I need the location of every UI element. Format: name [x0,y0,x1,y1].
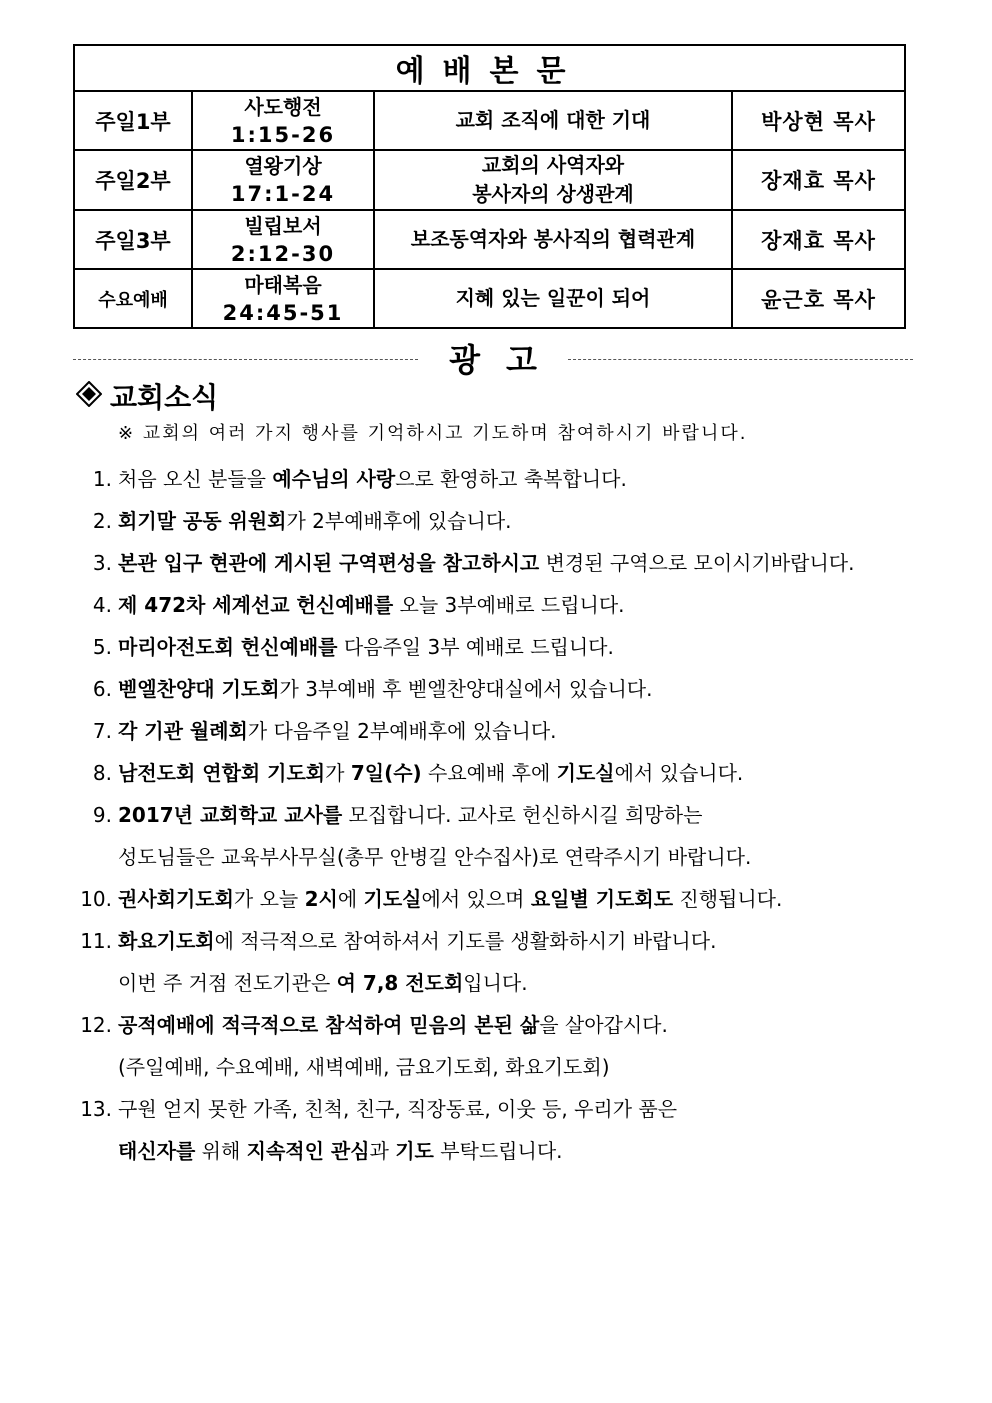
notice-text [118,719,557,743]
notice-item [70,1004,950,1046]
notice-item [70,920,950,962]
scripture [192,150,374,210]
notice-emphasis: 2시 [304,887,338,911]
notice-emphasis: 권사회기도회 [118,887,234,911]
notice-emphasis: 남전도회 연합회 기도회 [118,761,326,785]
notice-emphasis: 여 7,8 전도회 [336,971,464,995]
scripture-verse: 24:45-51 [222,300,344,325]
notice-list [70,458,950,1172]
sermon-table [73,44,906,329]
notice-text [118,509,512,533]
sermon-topic-line: 교회 조직에 대한 기대 [455,108,651,132]
notice-item [70,710,950,752]
notice-emphasis: 본관 입구 현관에 게시된 구역편성을 참고하시고 [118,551,540,575]
service-name: 수요예배 [74,269,192,328]
notice-text [118,1097,677,1121]
ad-title: 광고 [449,341,563,379]
notice-text [118,1013,668,1037]
notice-text [118,1139,563,1163]
notice-item-continuation [70,1046,950,1088]
notice-segment: 수요예배 후에 [421,761,557,785]
notice-emphasis: 화요기도회 [118,929,215,953]
scripture-verse: 1:15-26 [230,122,336,147]
scripture [192,210,374,269]
notice-number: 3. [92,551,112,575]
scripture-verse: 17:1-24 [230,182,336,206]
notice-segment: 에서 있습니다. [614,761,744,785]
notice-number: 11. [80,929,112,953]
notice-text [118,845,751,869]
notice-segment: 에 [337,887,364,911]
notice-emphasis: 공적예배에 적극적으로 참석하여 믿음의 본된 삶 [118,1013,540,1037]
notice-segment: 가 다음주일 2부예배후에 있습니다. [247,719,557,743]
notice-text [118,971,528,995]
scripture [192,91,374,150]
notice-emphasis: 지속적인 관심 [246,1139,370,1163]
notice-number: 13. [80,1097,112,1121]
notice-item-continuation [70,962,950,1004]
scripture [192,269,374,328]
sermon-row [74,91,905,150]
notice-item [70,1088,950,1130]
section-note: ※ 교회의 여러 가지 행사를 기억하시고 기도하며 참여하시기 바랍니다. [118,423,748,444]
preacher-name: 장재효 목사 [732,150,905,210]
notice-segment: 변경된 구역으로 모이시기바랍니다. [539,551,855,575]
notice-emphasis: 예수님의 사랑 [272,467,396,491]
notice-number: 2. [92,509,112,533]
notice-segment: 에서 있으며 [421,887,531,911]
preacher-name: 박상현 목사 [732,91,905,150]
preacher-name: 윤근호 목사 [732,269,905,328]
notice-item-continuation [70,1130,950,1172]
notice-segment: 가 [325,761,351,785]
notice-segment: 과 [369,1139,396,1163]
sermon-topic-line: 봉사자의 상생관계 [472,182,634,206]
notice-item [70,542,950,584]
notice-text [118,677,652,701]
scripture-book: 빌립보서 [244,213,322,238]
notice-segment: 에 적극적으로 참여하셔서 기도를 생활화하시기 바랍니다. [214,929,717,953]
notice-segment: 진행됩니다. [673,887,783,911]
notice-emphasis: 제 472차 세계선교 헌신예배를 [118,593,394,617]
notice-emphasis: 각 기관 월례회 [118,719,248,743]
notice-segment: 모집합니다. 교사로 헌신하시길 희망하는 [342,803,703,827]
sermon-topic-line: 지혜 있는 일꾼이 되어 [455,286,651,310]
notice-number: 6. [92,677,112,701]
scripture-book: 마태복음 [244,272,322,297]
notice-segment: (주일예배, 수요예배, 새벽예배, 금요기도회, 화요기도회) [118,1055,610,1079]
notice-segment: 가 3부예배 후 벧엘찬양대실에서 있습니다. [279,677,653,701]
notice-segment: 성도님들은 교육부사무실(총무 안병길 안수집사)로 연락주시기 바랍니다. [118,845,752,869]
sermon-row [74,269,905,328]
service-name: 주일1부 [74,91,192,150]
notice-text [118,467,627,491]
section-title: 교회소식 [110,381,219,414]
notice-item [70,878,950,920]
notice-emphasis: 2017년 교회학교 교사를 [118,803,343,827]
service-name: 주일3부 [74,210,192,269]
notice-emphasis: 기도실 [363,887,422,911]
notice-item [70,458,950,500]
notice-text [118,593,625,617]
notice-segment: 처음 오신 분들을 [118,467,273,491]
notice-emphasis: 기도실 [556,761,615,785]
notice-item [70,752,950,794]
notice-text [118,1055,610,1079]
notice-emphasis: 회기말 공동 위원회 [118,509,287,533]
sermon-topic [374,91,732,150]
notice-emphasis: 마리아전도회 헌신예배를 [118,635,338,659]
sermon-topic-line: 교회의 사역자와 [481,153,625,177]
sermon-topic [374,150,732,210]
notice-item [70,626,950,668]
notice-emphasis: 기도 [395,1139,434,1163]
notice-emphasis: 요일별 기도회도 [530,887,674,911]
notice-text [118,887,782,911]
notice-text [118,635,614,659]
notice-segment: 입니다. [463,971,528,995]
notice-emphasis: 벧엘찬양대 기도회 [118,677,280,701]
notice-number: 10. [80,887,112,911]
notice-number: 4. [92,593,112,617]
notice-number: 12. [80,1013,112,1037]
service-name: 주일2부 [74,150,192,210]
notice-number: 9. [92,803,112,827]
notice-segment: 가 2부예배후에 있습니다. [286,509,512,533]
sermon-row [74,210,905,269]
notice-number: 8. [92,761,112,785]
notice-segment: 오늘 3부예배로 드립니다. [393,593,625,617]
notice-number: 5. [92,635,112,659]
sermon-topic-line: 보조동역자와 봉사직의 협력관계 [410,227,696,251]
notice-emphasis: 7일(수) [350,761,422,785]
scripture-verse: 2:12-30 [230,241,336,266]
notice-text [118,551,854,575]
notice-item [70,500,950,542]
ad-header [73,335,913,379]
notice-segment: 다음주일 3부 예배로 드립니다. [337,635,614,659]
sermon-topic [374,269,732,328]
notice-segment: 구원 얻지 못한 가족, 친척, 친구, 직장동료, 이웃 등, 우리가 품은 [118,1097,678,1121]
notice-segment: 부탁드립니다. [433,1139,563,1163]
sermon-row [74,150,905,210]
notice-item [70,794,950,836]
dashed-divider [568,359,913,360]
sermon-topic [374,210,732,269]
notice-segment: 으로 환영하고 축복합니다. [395,467,627,491]
notice-segment: 위해 [195,1139,247,1163]
dashed-divider [73,359,418,360]
notice-text [118,761,743,785]
scripture-book: 열왕기상 [244,154,322,178]
diamond-icon [76,381,102,414]
notice-number: 7. [92,719,112,743]
notice-item [70,584,950,626]
notice-segment: 을 살아갑시다. [539,1013,668,1037]
notice-item [70,668,950,710]
scripture-book: 사도행전 [244,94,322,119]
notice-segment: 가 오늘 [233,887,305,911]
notice-segment: 이번 주 거점 전도기관은 [118,971,337,995]
notice-text [118,929,716,953]
notice-text [118,803,702,827]
section-heading [76,376,218,416]
notice-emphasis: 태신자를 [118,1139,196,1163]
notice-item-continuation [70,836,950,878]
preacher-name: 장재효 목사 [732,210,905,269]
sermon-table-title: 예배본문 [74,45,905,91]
notice-number: 1. [92,467,112,491]
